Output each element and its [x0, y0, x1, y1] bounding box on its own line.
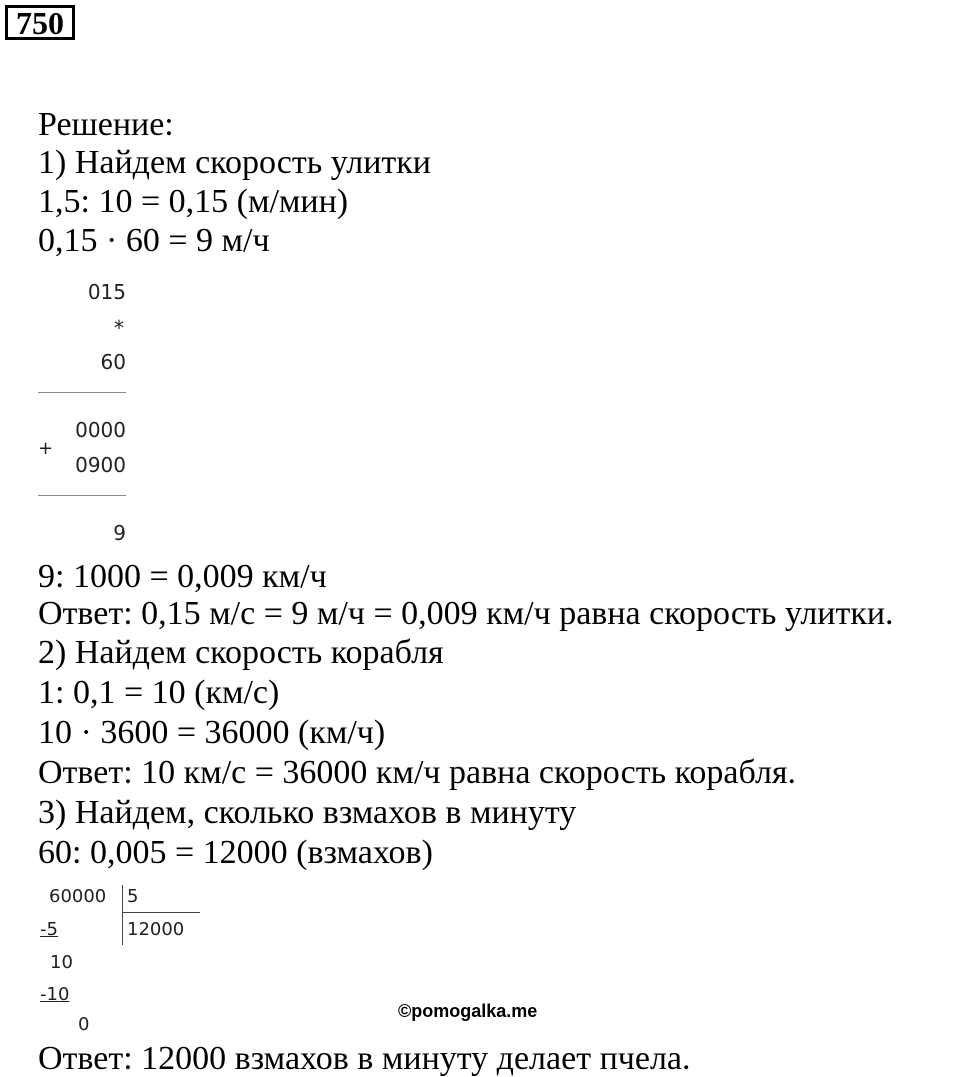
- div-horizontal-bar: [122, 912, 200, 913]
- div-dividend: 60000: [49, 886, 107, 907]
- step1-answer: Ответ: 0,15 м/с = 9 м/ч = 0,009 км/ч равна скорость улитки.: [38, 595, 894, 632]
- step2-calc1: 1: 0,1 = 10 (км/с): [38, 674, 280, 711]
- step2-calc2: 10 · 3600 = 36000 (км/ч): [38, 714, 386, 751]
- div-subtract-1: -5: [40, 919, 58, 940]
- div-quotient: 12000: [127, 919, 185, 940]
- div-subtract-2: -10: [40, 984, 70, 1005]
- step3-answer: Ответ: 12000 взмахов в минуту делает пчела.: [38, 1040, 691, 1077]
- solution-heading: Решение:: [38, 106, 174, 143]
- step2-title: 2) Найдем скорость корабля: [38, 634, 444, 671]
- mult-bottom: 60: [100, 350, 126, 374]
- watermark: ©pomogalka.me: [398, 1001, 538, 1021]
- mult-result: 9: [113, 521, 126, 545]
- mult-rule-2: [38, 495, 126, 496]
- step1-calc2: 0,15 · 60 = 9 м/ч: [38, 222, 270, 259]
- mult-partial-1: 0000: [75, 418, 126, 442]
- step2-answer: Ответ: 10 км/с = 36000 км/ч равна скорость корабля.: [38, 754, 797, 791]
- step1-title: 1) Найдем скорость улитки: [38, 144, 431, 181]
- div-divisor: 5: [127, 886, 139, 907]
- mult-partial-2: 0900: [75, 453, 126, 477]
- div-vertical-bar: [122, 885, 123, 945]
- div-remainder-2: 0: [78, 1014, 90, 1035]
- mult-operator: *: [114, 316, 124, 340]
- mult-top: 015: [87, 280, 126, 304]
- div-remainder-1: 10: [50, 952, 73, 973]
- step1-calc3: 9: 1000 = 0,009 км/ч: [38, 558, 327, 595]
- step1-calc1: 1,5: 10 = 0,15 (м/мин): [38, 183, 349, 220]
- mult-rule-1: [38, 392, 126, 393]
- step3-title: 3) Найдем, сколько взмахов в минуту: [38, 794, 577, 831]
- step3-calc1: 60: 0,005 = 12000 (взмахов): [38, 834, 433, 871]
- problem-number: 750: [5, 5, 75, 40]
- mult-plus: +: [38, 438, 54, 459]
